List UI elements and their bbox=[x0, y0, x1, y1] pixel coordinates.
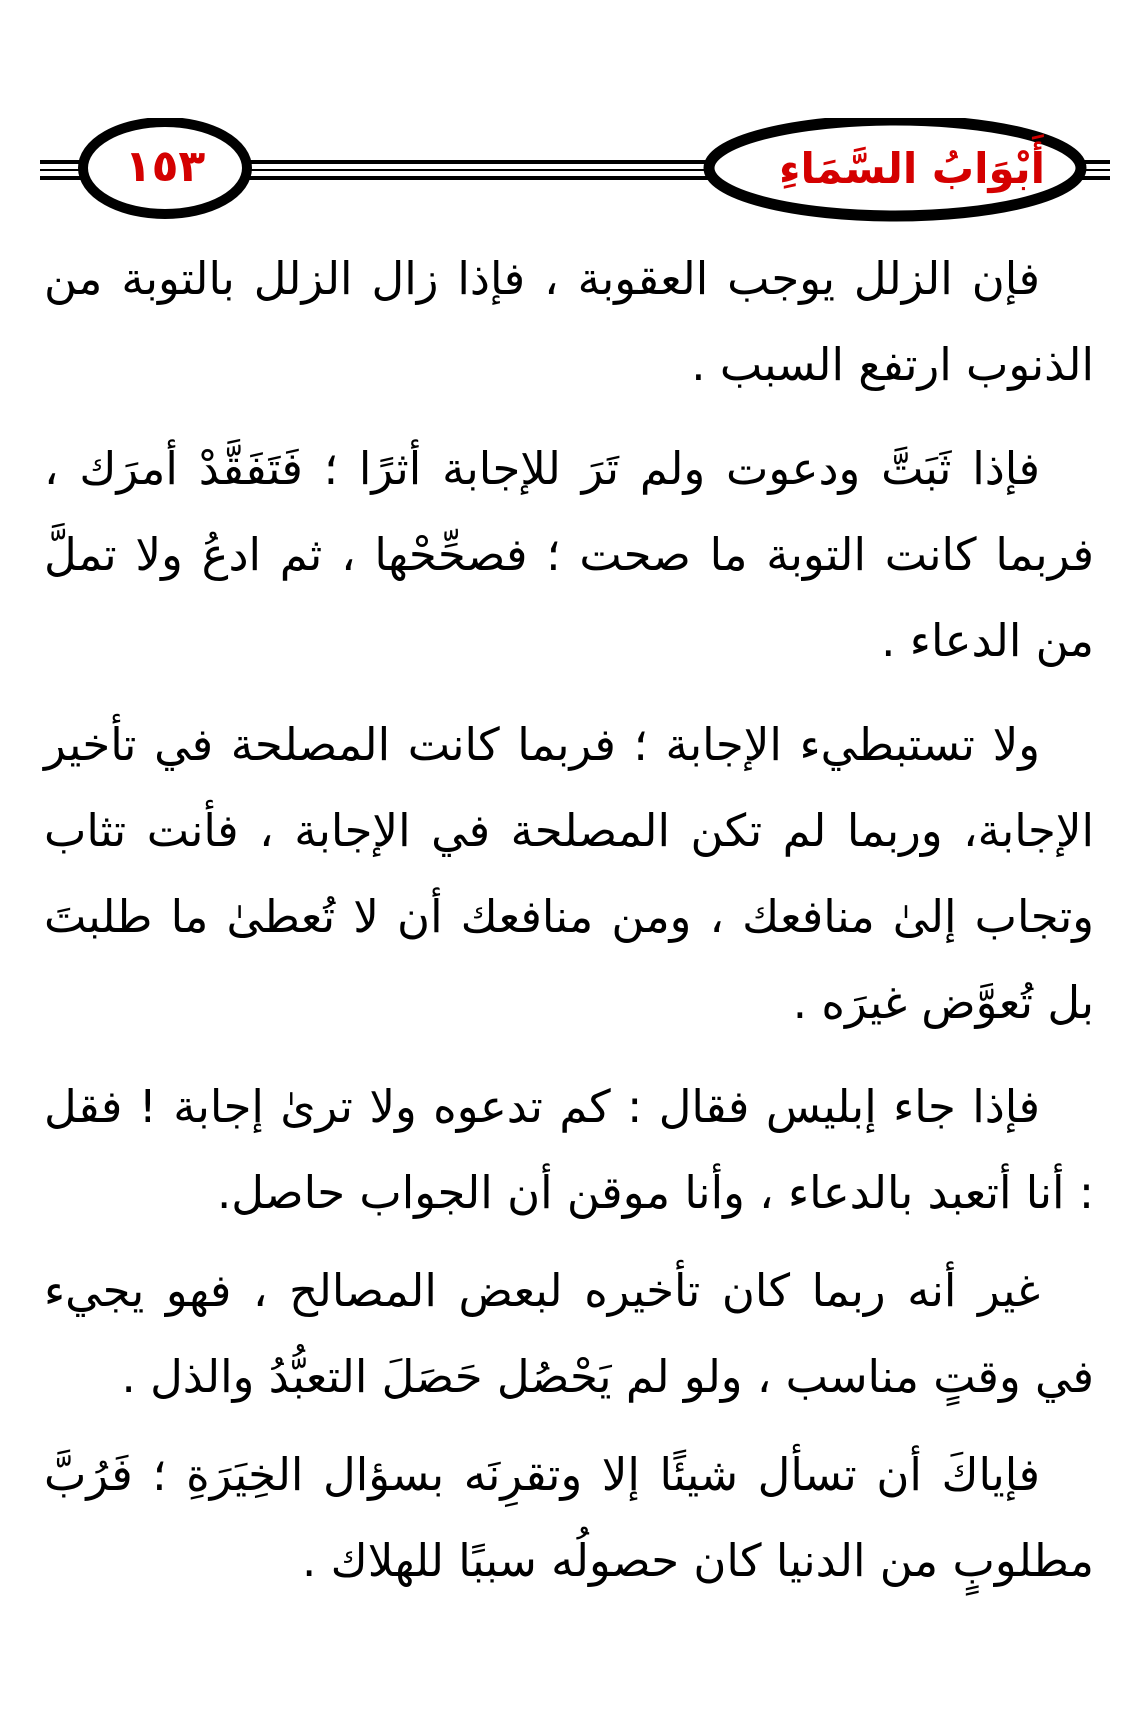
paragraph-5: غير أنه ربما كان تأخيره لبعض المصالح ، فهو يجيء في وقتٍ مناسب ، ولو لم يَحْصُل حَصَلَ التعبُّدُ والذل . bbox=[44, 1264, 1094, 1403]
body-text bbox=[44, 236, 1094, 1616]
page-number: ١٥٣ bbox=[124, 140, 206, 192]
paragraph-4: فإذا جاء إبليس فقال : كم تدعوه ولا ترىٰ إجابة ! فقل : أنا أتعبد بالدعاء ، وأنا موقن أن الجواب حاصل. bbox=[44, 1080, 1094, 1219]
page-header bbox=[40, 118, 1110, 223]
paragraph-3: ولا تستبطيء الإجابة ؛ فربما كانت المصلحة في تأخير الإجابة، وربما لم تكن المصلحة في الإجابة ، فأنت تثاب وتجاب إلىٰ منافعك ، ومن منافعك أن لا تُعطىٰ ما طلبتَ بل تُعوَّض غيرَه . bbox=[44, 718, 1094, 1029]
paragraph-6: فإياكَ أن تسأل شيئًا إلا وتقرِنَه بسؤال الخِيَرَةِ ؛ فَرُبَّ مطلوبٍ من الدنيا كان حصولُه سببًا للهلاك . bbox=[44, 1448, 1094, 1587]
paragraph-2: فإذا ثَبَتَّ ودعوت ولم تَرَ للإجابة أثرًا ؛ فَتَفَقَّدْ أمرَك ، فربما كانت التوبة ما صحت ؛ فصحِّحْها ، ثم ادعُ ولا تملَّ من الدعاء . bbox=[44, 442, 1094, 667]
running-title: أَبْوَابُ السَّمَاءِ bbox=[778, 143, 1046, 193]
paragraph-1: فإن الزلل يوجب العقوبة ، فإذا زال الزلل بالتوبة من الذنوب ارتفع السبب . bbox=[44, 252, 1094, 391]
